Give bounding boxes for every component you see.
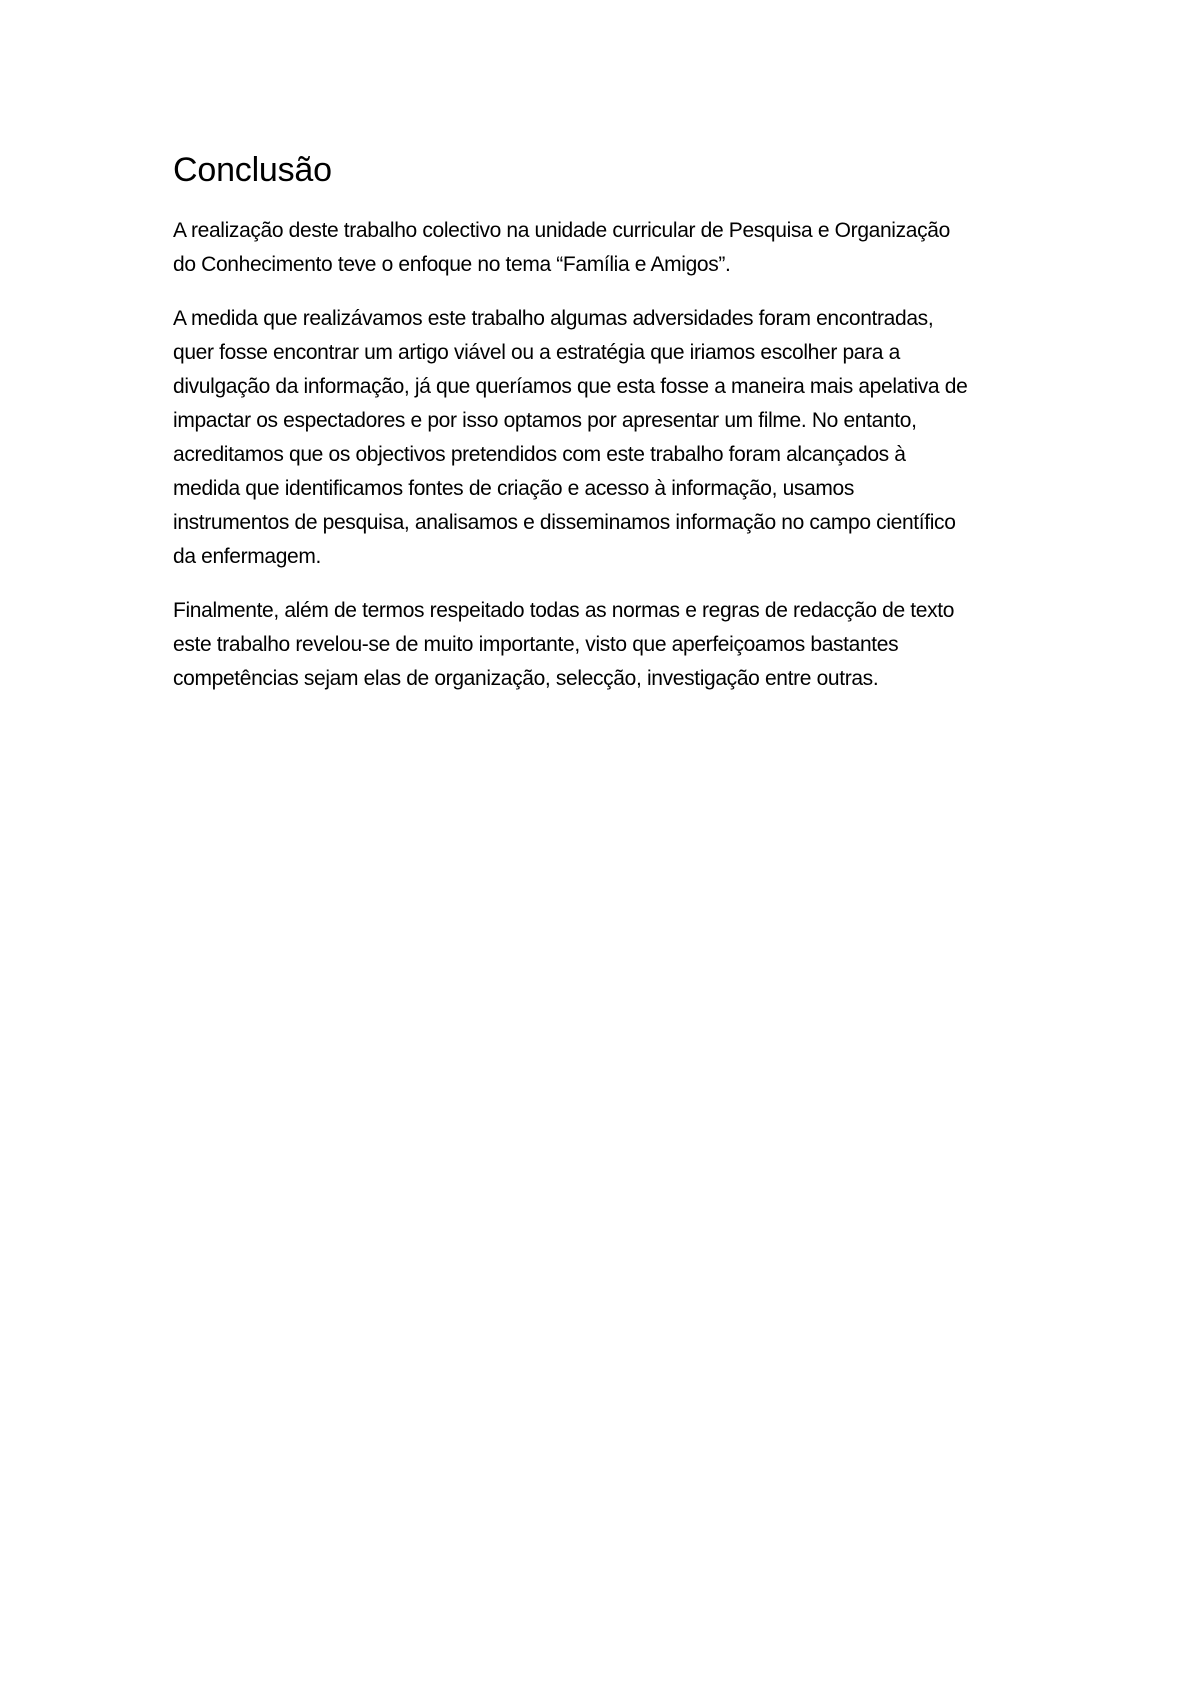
paragraph-line: este trabalho revelou-se de muito importante, visto que aperfeiçoamos bastantes: [173, 633, 899, 656]
paragraph-final: [173, 594, 1053, 696]
paragraph-line: divulgação da informação, já que queríamos que esta fosse a maneira mais apelativa de: [173, 375, 968, 398]
paragraph-line: A realização deste trabalho colectivo na unidade curricular de Pesquisa e Organização: [173, 219, 950, 242]
paragraph-line: quer fosse encontrar um artigo viável ou a estratégia que iriamos escolher para a: [173, 341, 900, 364]
paragraph-line: do Conhecimento teve o enfoque no tema “Família e Amigos”.: [173, 253, 731, 276]
paragraph-line: da enfermagem.: [173, 545, 322, 568]
paragraph-line: medida que identificamos fontes de criação e acesso à informação, usamos: [173, 477, 855, 500]
paragraph-line: A medida que realizávamos este trabalho algumas adversidades foram encontradas,: [173, 307, 934, 330]
paragraph-line: competências sejam elas de organização, selecção, investigação entre outras.: [173, 667, 879, 690]
page-title: Conclusão: [173, 151, 332, 189]
document-body: [173, 146, 1053, 716]
paragraph-intro: [173, 214, 1053, 282]
paragraph-line: impactar os espectadores e por isso optamos por apresentar um filme. No entanto,: [173, 409, 917, 432]
paragraph-line: instrumentos de pesquisa, analisamos e disseminamos informação no campo científico: [173, 511, 956, 534]
paragraph-line: acreditamos que os objectivos pretendidos com este trabalho foram alcançados à: [173, 443, 906, 466]
paragraph-line: Finalmente, além de termos respeitado todas as normas e regras de redacção de texto: [173, 599, 955, 622]
paragraph-development: [173, 302, 1053, 574]
